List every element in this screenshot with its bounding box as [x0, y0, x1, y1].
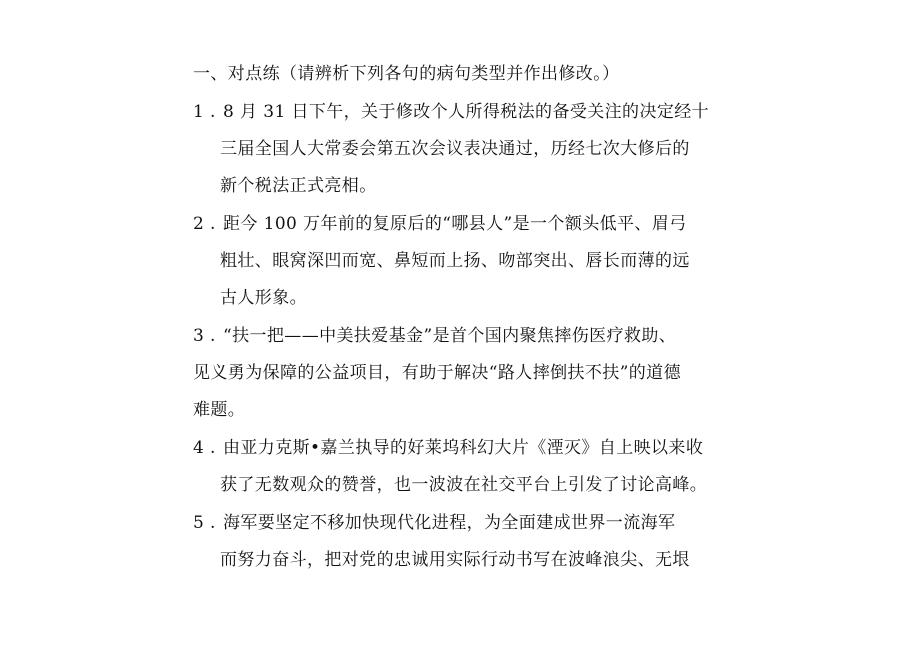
item-1-text-1: 8 月 31 日下午，关于修改个人所得税法的备受关注的决定经十 — [223, 102, 710, 122]
item-2-text-1: 距今 100 万年前的复原后的“哪县人”是一个额头低平、眉弓 — [223, 214, 687, 234]
item-3-number: 3 . — [193, 326, 216, 346]
item-1-number: 1 . — [193, 102, 216, 122]
item-5-line-2: 而努力奋斗，把对党的忠诚用实际行动书写在波峰浪尖、无垠 — [220, 550, 690, 570]
item-4-line-2: 获了无数观众的赞誉，也一波波在社交平台上引发了讨论高峰。 — [220, 475, 708, 495]
item-3-line-3: 难题。 — [193, 400, 246, 420]
item-3-line-2: 见义勇为保障的公益项目，有助于解决“路人摔倒扶不扶”的道德 — [193, 363, 681, 383]
item-5-number: 5 . — [193, 513, 216, 533]
item-4-text-1: 由亚力克斯•嘉兰执导的好莱坞科幻大片《湮灭》自上映以来收 — [223, 438, 704, 458]
item-2-line-1 — [193, 213, 687, 235]
item-1-line-2: 三届全国人大常委会第五次会议表决通过，历经七次大修后的 — [220, 139, 690, 159]
item-2-number: 2 . — [193, 214, 216, 234]
item-3-line-1 — [193, 325, 676, 347]
item-5-text-1: 海军要坚定不移加快现代化进程，为全面建成世界一流海军 — [223, 513, 676, 533]
item-2-line-2: 粗壮、眼窝深凹而宽、鼻短而上扬、吻部突出、唇长而薄的远 — [220, 251, 690, 271]
item-2-line-3: 古人形象。 — [220, 288, 307, 308]
item-5-line-1 — [193, 512, 675, 534]
item-1-line-3: 新个税法正式亮相。 — [220, 176, 377, 196]
item-3-text-1: “扶一把——中美扶爱基金”是首个国内聚焦摔伤医疗救助、 — [223, 326, 677, 346]
item-4-number: 4 . — [193, 438, 216, 458]
item-4-line-1 — [193, 437, 703, 459]
exercise-heading: 一、对点练（请辨析下列各句的病句类型并作出修改。） — [193, 64, 620, 84]
item-1-line-1 — [193, 101, 709, 123]
